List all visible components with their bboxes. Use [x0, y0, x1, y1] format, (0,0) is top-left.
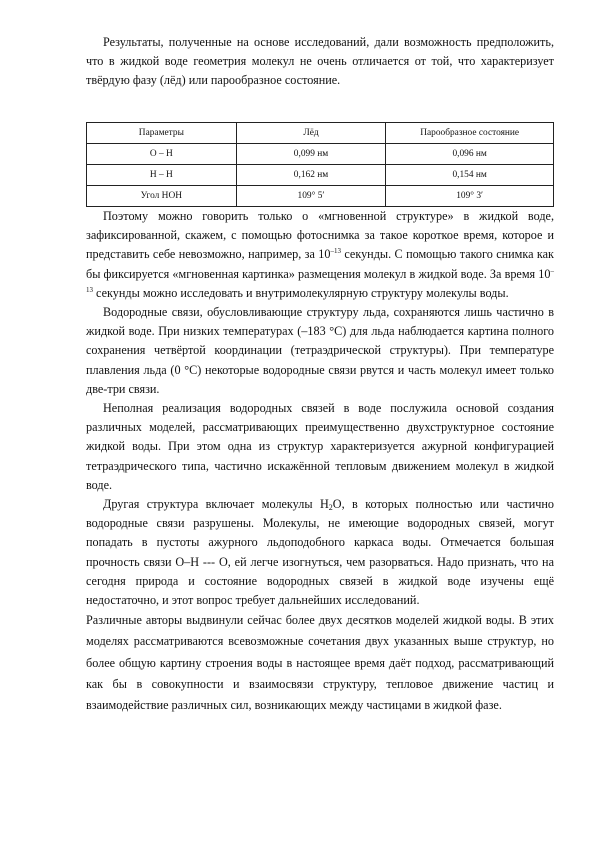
table-cell: 0,154 нм: [386, 165, 554, 186]
table-cell: 109° 3′: [386, 186, 554, 207]
table-header-row: [87, 123, 554, 144]
table-row: [87, 165, 554, 186]
parameters-table: [86, 122, 554, 207]
paragraph-second-structure: [86, 495, 554, 610]
body-text: [86, 207, 554, 716]
text-span: Другая структура включает молекулы Н: [103, 497, 329, 512]
table-header-cell: Параметры: [87, 123, 237, 144]
table-cell: О – Н: [87, 144, 237, 165]
text-span: секунды можно исследовать и внутримолекулярную структуру молекулы воды.: [93, 285, 509, 300]
table-row: [87, 186, 554, 207]
paragraph-authors: Различные авторы выдвинули сейчас более двух десятков моделей жидкой воды. В этих моделях рассматриваются всевозможные сочетания двух указанных выше структур, но более общую картину строения воды в настоящее время даёт подход, рассматривающий как бы в совокупности и взаимосвязи структуру, тепловое движение частиц и взаимодействие различных сил, возникающих между частицами в жидкой фазе.: [86, 613, 554, 713]
table-cell: Угол НОН: [87, 186, 237, 207]
table-cell: 0,096 нм: [386, 144, 554, 165]
table-cell: 109° 5′: [236, 186, 386, 207]
text-span: Поэтому можно говорить только о «мгновенной структуре» в жидкой воде, зафиксированной, скажем, с помощью фотоснимка за такое короткое время, которое и представить себе невозможно, например, за 10: [86, 209, 554, 262]
paragraph-hydrogen-bonds: Водородные связи, обусловливающие структуру льда, сохраняются лишь частично в жидкой воде. При низких температурах (–183 °С) для льда наблюдается картина полного сохранения четвёртой координации (тетраэдрической структуры). При температуре плавления льда (0 °С) некоторые водородные связи рвутся и часть молекул имеет только две-три связи.: [86, 305, 554, 396]
table-cell: 0,099 нм: [236, 144, 386, 165]
superscript: –13: [86, 266, 554, 294]
table-cell: Н – Н: [87, 165, 237, 186]
superscript: –13: [330, 247, 341, 256]
table-header-cell: Лёд: [236, 123, 386, 144]
table-cell: 0,162 нм: [236, 165, 386, 186]
intro-paragraph: Результаты, полученные на основе исследований, дали возможность предположить, что в жидкой воде геометрия молекул не очень отличается от той, что характеризует твёрдую фазу (лёд) или парообразное состояние.: [86, 35, 554, 88]
text-span: секунды. С помощью такого снимка как бы фиксируется «мгновенная картинка» размещения молекул в жидкой воде. За время 10: [86, 247, 554, 281]
table-row: [87, 144, 554, 165]
subscript: 2: [328, 503, 333, 513]
intro-block: [86, 33, 554, 91]
paragraph-instant-structure: [86, 207, 554, 303]
text-span: О, в которых полностью или частично водородные связи разрушены. Молекулы, не имеющие водородных связей, могут попадать в пустоты ажурного льдоподобного каркаса воды. Отмечается большая прочность связи О–Н --- О, ей легче изогнуться, чем разорваться. Надо признать, что на сегодня природа и состояние водородных связей в жидкой воде изучены ещё недостаточно, и этот вопрос требует дальнейших исследований.: [86, 497, 554, 608]
table-header-cell: Парообразное состояние: [386, 123, 554, 144]
paragraph-models: Неполная реализация водородных связей в воде послужила основой создания различных моделей, рассматривающих преимущественно двухструктурное состояние жидкой воды. При этом одна из структур характеризуется ажурной конфигурацией тетраэдрического типа, частично искажённой тепловым движением молекул в жидкой воде.: [86, 401, 554, 492]
